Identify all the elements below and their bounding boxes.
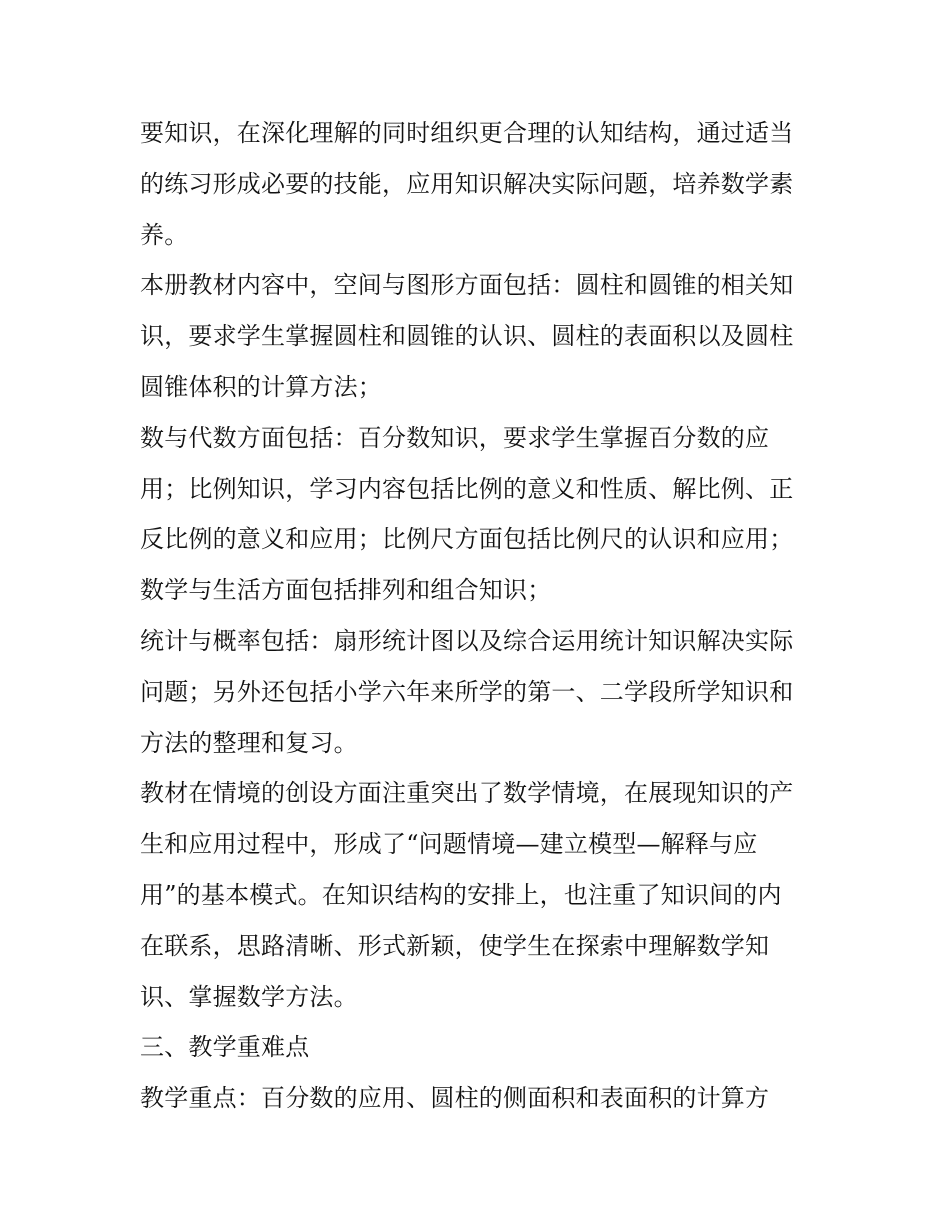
document-body bbox=[140, 108, 820, 1124]
text-line: 教材在情境的创设方面注重突出了数学情境，在展现知识的产 bbox=[140, 779, 794, 808]
text-line: 问题；另外还包括小学六年来所学的第一、二学段所学知识和 bbox=[140, 677, 794, 706]
text-line: 用”的基本模式。在知识结构的安排上，也注重了知识间的内 bbox=[140, 880, 782, 909]
text-line: 的练习形成必要的技能，应用知识解决实际问题，培养数学素 bbox=[140, 169, 794, 198]
text-line: 圆锥体积的计算方法； bbox=[140, 372, 382, 401]
text-line: 要知识，在深化理解的同时组织更合理的认知结构，通过适当 bbox=[140, 119, 794, 147]
text-line: 方法的整理和复习。 bbox=[140, 728, 358, 757]
text-line: 反比例的意义和应用；比例尺方面包括比例尺的认识和应用； bbox=[140, 525, 794, 554]
text-line: 识，要求学生掌握圆柱和圆锥的认识、圆柱的表面积以及圆柱 bbox=[140, 322, 794, 351]
section-heading: 三、教学重难点 bbox=[140, 1033, 310, 1062]
text-line: 在联系，思路清晰、形式新颖，使学生在探索中理解数学知 bbox=[140, 931, 770, 960]
text-line: 教学重点：百分数的应用、圆柱的侧面积和表面积的计算方 bbox=[140, 1084, 770, 1113]
text-line: 识、掌握数学方法。 bbox=[140, 982, 358, 1011]
text-line: 数学与生活方面包括排列和组合知识； bbox=[140, 576, 552, 605]
text-line: 统计与概率包括：扇形统计图以及综合运用统计知识解决实际 bbox=[140, 626, 794, 655]
text-line: 用；比例知识，学习内容包括比例的意义和性质、解比例、正 bbox=[140, 474, 794, 503]
text-line: 本册教材内容中，空间与图形方面包括：圆柱和圆锥的相关知 bbox=[140, 271, 794, 300]
text-line: 生和应用过程中，形成了“问题情境—建立模型—解释与应 bbox=[140, 830, 758, 859]
text-line: 养。 bbox=[140, 220, 189, 249]
text-line: 数与代数方面包括：百分数知识，要求学生掌握百分数的应 bbox=[140, 423, 770, 452]
